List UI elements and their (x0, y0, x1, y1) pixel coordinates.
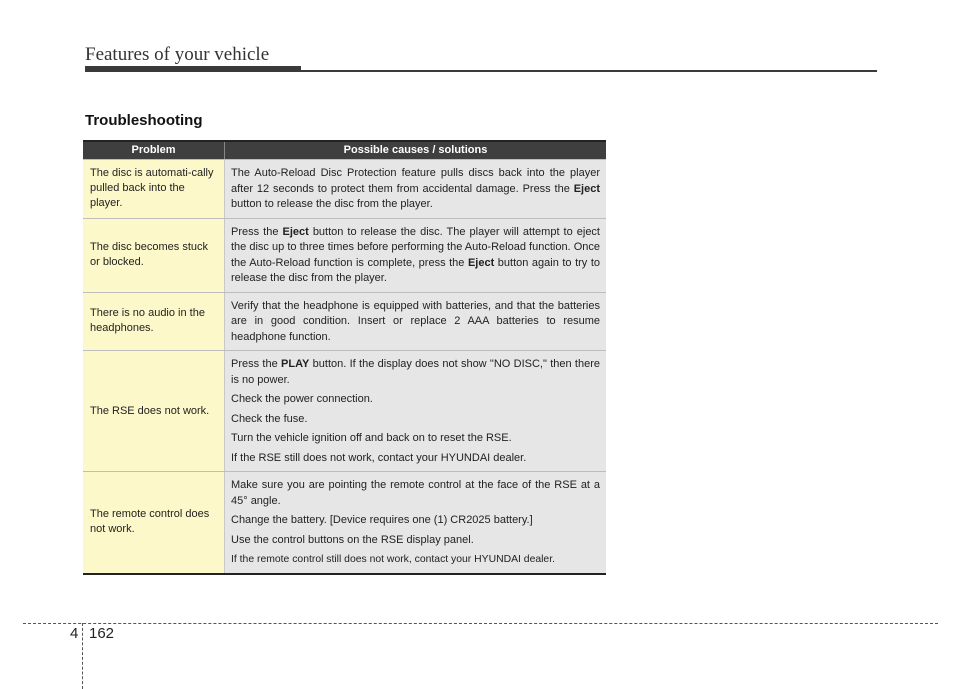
solution-text: The Auto-Reload Disc Protection feature pulls discs back into the player after 12 seconds to protect them from accidental damage. Press the Eject button to release the disc from the player. (231, 167, 600, 210)
footer-divider (82, 623, 83, 689)
solution-text: Turn the vehicle ignition off and back on to reset the RSE. (231, 432, 512, 444)
section-title: Troubleshooting (85, 112, 203, 129)
header-rule (301, 70, 877, 72)
column-header-problem: Problem (131, 144, 176, 156)
solution-text: Press the PLAY button. If the display does not show "NO DISC," then there is no power. (231, 358, 600, 386)
page-header-title: Features of your vehicle (85, 44, 270, 65)
troubleshooting-table (83, 140, 606, 575)
problem-cell: The disc is automati-cally pulled back into the player. (83, 160, 224, 218)
table-header (83, 140, 606, 159)
problem-cell: There is no audio in the headphones. (83, 293, 224, 351)
page-number: 162 (89, 625, 115, 642)
header-bar-thick (85, 66, 301, 72)
solution-text: Check the fuse. (231, 412, 308, 425)
solution-text: Press the Eject button to release the disc. The player will attempt to eject the disc up to three times before performing the Auto-Reload function. Once the Auto-Reload function is complete, press the Eject button again to try to release the disc from the player. (231, 225, 600, 284)
chapter-number: 4 (70, 625, 79, 642)
solution-text: Check the power connection. (231, 393, 373, 405)
solution-text: Change the battery. [Device requires one (1) CR2025 battery.] (231, 514, 533, 526)
problem-cell: The remote control does not work. (83, 472, 224, 573)
solution-text: If the remote control still does not work, contact your HYUNDAI dealer. (231, 554, 555, 565)
table-row (83, 292, 606, 351)
problem-cell: The RSE does not work. (83, 351, 224, 471)
solution-cell (224, 160, 606, 218)
solution-text: If the RSE still does not work, contact your HYUNDAI dealer. (231, 451, 527, 464)
solution-text: Verify that the headphone is equipped with batteries, and that the batteries are in good condition. Insert or replace 2 AAA batteries to resume headphone function. (231, 299, 600, 343)
column-header-solutions: Possible causes / solutions (224, 142, 606, 159)
solution-cell (224, 219, 606, 292)
table-row (83, 218, 606, 292)
footer-rule (23, 623, 938, 624)
solution-cell (224, 472, 606, 573)
problem-cell: The disc becomes stuck or blocked. (83, 219, 224, 292)
solution-text: Use the control buttons on the RSE display panel. (231, 533, 474, 546)
table-row (83, 471, 606, 573)
table-row (83, 159, 606, 218)
solution-text: Make sure you are pointing the remote control at the face of the RSE at a 45° angle. (231, 479, 600, 507)
solution-cell (224, 351, 606, 471)
solution-cell (224, 293, 606, 351)
table-row (83, 350, 606, 471)
